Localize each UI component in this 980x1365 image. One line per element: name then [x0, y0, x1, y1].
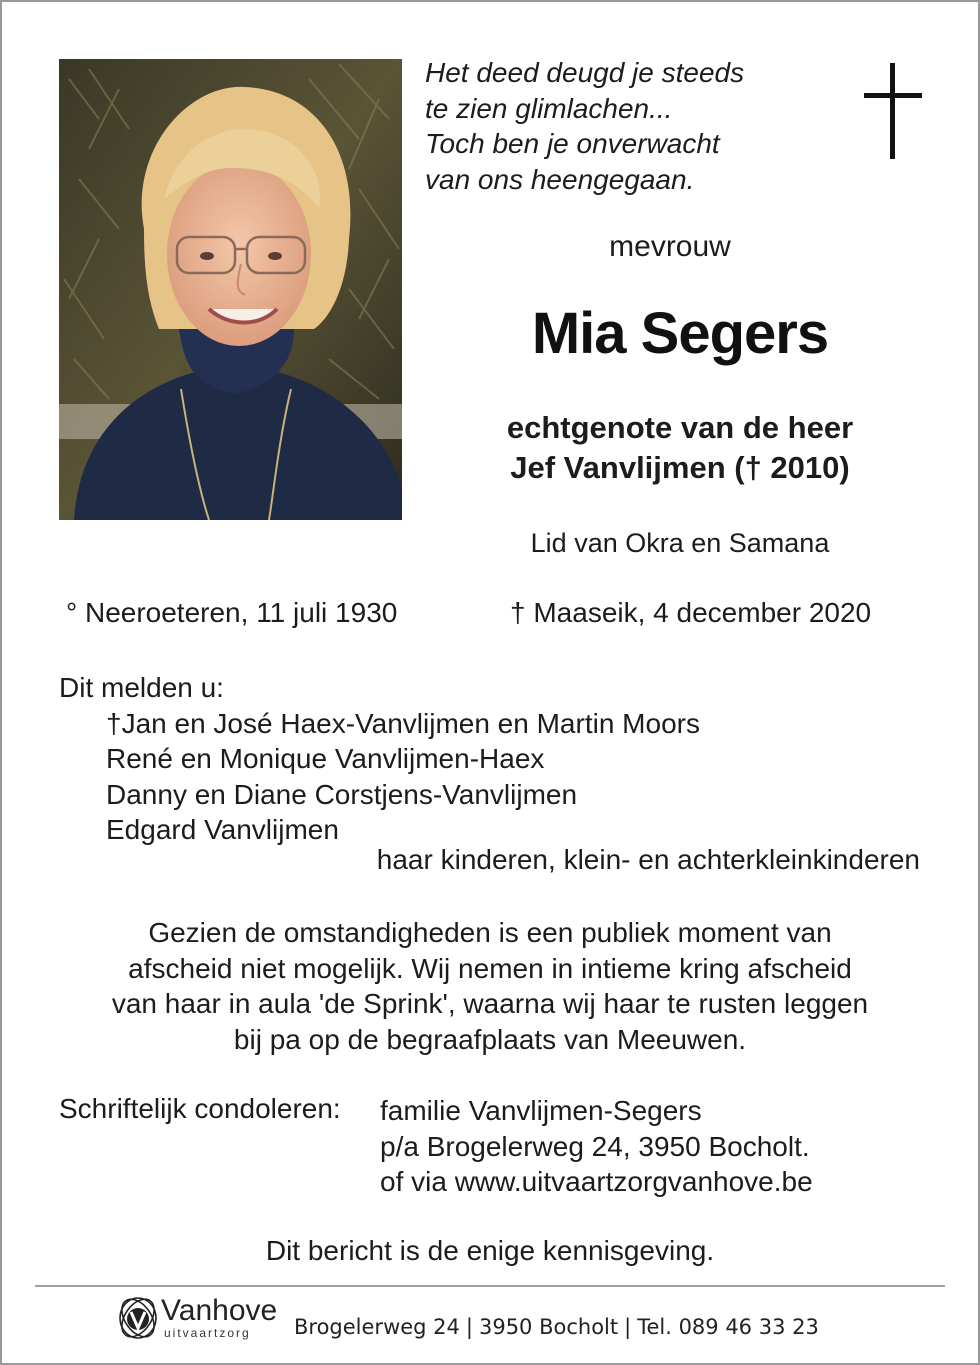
family-member: René en Monique Vanvlijmen-Haex [106, 743, 545, 774]
poem-quote [425, 55, 744, 197]
spouse-info [440, 408, 920, 488]
birth-info: ° Neeroeteren, 11 juli 1930 [66, 597, 398, 628]
footer-address: Brogelerweg 24 [294, 1315, 460, 1339]
spouse-line: echtgenote van de heer [506, 410, 854, 445]
notice-line: van haar in aula 'de Sprink', waarna wij haar te rusten leggen [111, 988, 869, 1019]
footer-separator: | [465, 1315, 473, 1339]
vanhove-v-emblem-icon [117, 1295, 159, 1346]
footer-divider [35, 1285, 945, 1287]
brand-subtitle: uitvaartzorg [164, 1326, 251, 1340]
notice-line: afscheid niet mogelijk. Wij nemen in intieme kring afscheid [128, 952, 852, 984]
death-info: † Maaseik, 4 december 2020 [510, 597, 872, 628]
announcement-intro: Dit melden u: [59, 672, 224, 703]
membership: Lid van Okra en Samana [530, 528, 830, 558]
announcement [59, 670, 700, 848]
footer-contact [294, 1315, 819, 1339]
poem-line: Toch ben je onverwacht [425, 128, 720, 159]
footer-phone[interactable]: Tel. 089 46 33 23 [637, 1315, 819, 1339]
family-relation: haar kinderen, klein- en achterkleinkinderen [376, 844, 920, 875]
spouse-line: Jef Vanvlijmen († 2010) [510, 450, 850, 485]
portrait-photo [59, 59, 402, 520]
condolence-label: Schriftelijk condoleren: [59, 1093, 341, 1124]
footer-city: 3950 Bocholt [478, 1315, 619, 1339]
family-member: Danny en Diane Corstjens-Vanvlijmen [106, 778, 578, 810]
salutation: mevrouw [609, 230, 731, 263]
family-member: †Jan en José Haex-Vanvlijmen en Martin Moors [106, 707, 700, 739]
latin-cross-icon [864, 63, 922, 164]
brand-name: Vanhove [161, 1294, 278, 1327]
condolence-line: p/a Brogelerweg 24, 3950 Bocholt. [380, 1130, 810, 1162]
condolence-address [380, 1093, 813, 1200]
closing-statement: Dit bericht is de enige kennisgeving. [265, 1235, 715, 1266]
farewell-notice [40, 915, 940, 1057]
notice-line: bij pa op de begraafplaats van Meeuwen. [233, 1023, 747, 1055]
poem-line: van ons heengegaan. [425, 163, 695, 195]
footer-separator: | [624, 1315, 632, 1339]
deceased-name: Mia Segers [531, 301, 829, 366]
family-member: Edgard Vanvlijmen [106, 814, 339, 845]
poem-line: te zien glimlachen... [425, 92, 673, 124]
notice-line: Gezien de omstandigheden is een publiek moment van [148, 917, 832, 948]
condolence-website[interactable]: of via www.uitvaartzorgvanhove.be [380, 1166, 813, 1197]
poem-line: Het deed deugd je steeds [425, 57, 745, 88]
condolence-line: familie Vanvlijmen-Segers [380, 1095, 702, 1126]
